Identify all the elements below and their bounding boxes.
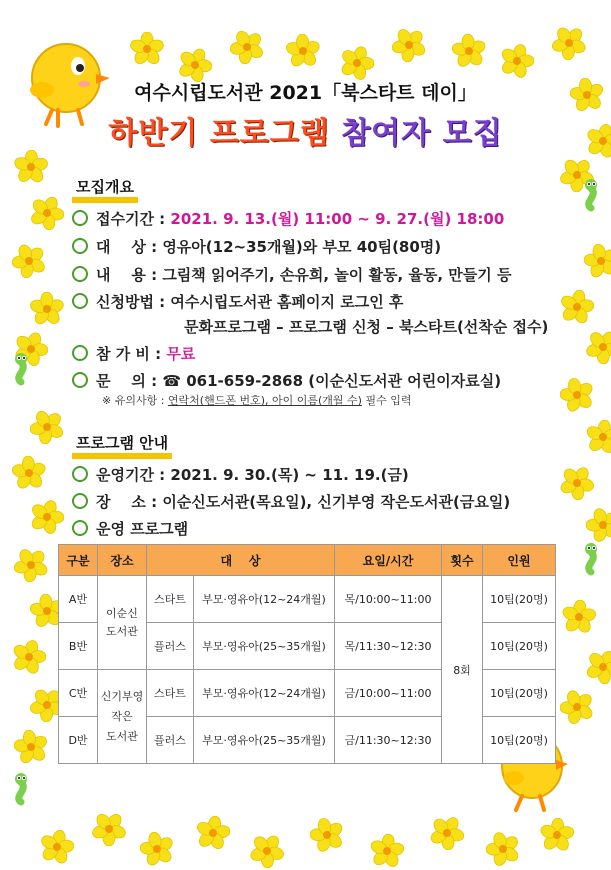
guide-program-row (72, 518, 188, 539)
cell-target: 부모·영유아(12~24개월) (194, 670, 335, 717)
flower-icon (560, 290, 594, 324)
flower-icon (586, 650, 611, 684)
cell-count: 8회 (442, 576, 483, 764)
flower-icon (560, 690, 594, 724)
flower-icon (560, 466, 594, 500)
recruit-content-row (72, 264, 511, 285)
period-label: 접수기간 : (96, 210, 171, 228)
fee-value: 무료 (166, 345, 196, 363)
bullet-circle-icon (72, 520, 88, 536)
method-label: 신청방법 : (96, 293, 171, 311)
flower-icon (92, 812, 126, 846)
notice-suffix: 필수 입력 (361, 394, 412, 407)
flower-icon (12, 456, 46, 490)
flower-icon (30, 410, 64, 444)
bullet-circle-icon (72, 345, 88, 361)
cell-time: 목/10:00~11:00 (335, 576, 442, 623)
cell-people: 10팀(20명) (483, 717, 556, 764)
flower-icon (370, 834, 404, 868)
flower-icon (500, 44, 534, 78)
cell-time: 금/10:00~11:00 (335, 670, 442, 717)
flower-icon (562, 600, 596, 634)
op-period-label: 운영기간 : (96, 466, 171, 484)
cell-people: 10팀(20명) (483, 623, 556, 670)
recruit-fee-row (72, 343, 195, 364)
guide-period-row (72, 464, 409, 485)
cell-time: 금/11:30~12:30 (335, 717, 442, 764)
cell-type: 플러스 (147, 717, 194, 764)
flower-icon (584, 244, 611, 278)
bullet-circle-icon (72, 210, 88, 226)
flower-icon (560, 378, 594, 412)
flower-icon (14, 150, 48, 184)
org-title: 여수시립도서관 2021「북스타트 데이」 (134, 82, 477, 104)
flower-icon (178, 48, 212, 82)
cell-class: C반 (59, 670, 98, 717)
table-row (59, 576, 556, 623)
flower-icon (14, 548, 48, 582)
flower-icon (40, 830, 74, 864)
header-time: 요일/시간 (335, 545, 442, 576)
place-value: 이순신도서관(목요일), 신기부영 작은도서관(금요일) (162, 493, 511, 511)
recruit-period-row (72, 208, 504, 229)
cell-type: 스타트 (147, 670, 194, 717)
flower-icon (392, 28, 426, 62)
flower-icon (30, 196, 64, 230)
recruit-target-row (72, 236, 441, 257)
flower-icon (340, 46, 374, 80)
method-value-line2: 문화프로그램 – 프로그램 신청 – 북스타트(선착순 접수) (184, 318, 549, 336)
flower-icon (286, 34, 320, 68)
worm-icon-right-upper (580, 178, 602, 212)
flower-icon (140, 832, 174, 866)
flower-icon (430, 816, 464, 850)
recruit-method-row (72, 291, 403, 312)
flower-icon (30, 292, 64, 326)
notice-prefix: ※ 유의사항 : (102, 394, 168, 407)
cell-people: 10팀(20명) (483, 670, 556, 717)
period-value: 2021. 9. 13.(월) 11:00 ~ 9. 27.(월) 18:00 (170, 210, 505, 228)
headline-part1: 하반기 프로그램 (108, 116, 330, 151)
flower-icon (310, 818, 344, 852)
flower-icon (552, 26, 586, 60)
cell-target: 부모·영유아(25~35개월) (194, 717, 335, 764)
header-target: 대 상 (147, 545, 335, 576)
cell-place: 이순신 도서관 (98, 576, 147, 670)
program-label: 운영 프로그램 (96, 520, 189, 538)
target-value: 영유아(12~35개월)와 부모 40팀(80명) (162, 238, 442, 256)
op-period-value: 2021. 9. 30.(목) ~ 11. 19.(금) (170, 466, 409, 484)
cell-class: A반 (59, 576, 98, 623)
flower-icon (30, 500, 64, 534)
cell-place: 신기부영 작은 도서관 (98, 670, 147, 764)
flower-icon (250, 834, 284, 868)
flower-icon (452, 34, 486, 68)
cell-class: D반 (59, 717, 98, 764)
flower-icon (230, 30, 264, 64)
content-value: 그림책 읽어주기, 손유희, 놀이 활동, 율동, 만들기 등 (162, 266, 512, 284)
flower-icon (486, 832, 520, 866)
header-count: 횟수 (442, 545, 483, 576)
flower-icon (586, 420, 611, 454)
guide-section-title: 프로그램 안내 (72, 434, 172, 459)
bullet-circle-icon (72, 238, 88, 254)
cell-type: 플러스 (147, 623, 194, 670)
worm-icon-left-upper (10, 352, 32, 386)
contact-value: ☎ 061-659-2868 (이순신도서관 어린이자료실) (162, 372, 502, 390)
table-header-row (59, 545, 556, 576)
cell-time: 목/11:30~12:30 (335, 623, 442, 670)
worm-icon-right-lower (580, 542, 602, 576)
cell-people: 10팀(20명) (483, 576, 556, 623)
worm-icon-left-lower (10, 772, 32, 806)
flower-icon (12, 640, 46, 674)
header-place: 장소 (98, 545, 147, 576)
header-people: 인원 (483, 545, 556, 576)
content-label: 내 용 : (96, 266, 163, 284)
flower-icon (196, 816, 230, 850)
contact-label: 문 의 : (96, 372, 163, 390)
bullet-circle-icon (72, 266, 88, 282)
recruit-section-title: 모집개요 (72, 178, 138, 203)
bullet-circle-icon (72, 293, 88, 309)
fee-label: 참 가 비 : (96, 345, 167, 363)
program-table (58, 544, 556, 764)
flower-icon (586, 508, 611, 542)
cell-type: 스타트 (147, 576, 194, 623)
flower-icon (586, 330, 611, 364)
cell-target: 부모·영유아(25~35개월) (194, 623, 335, 670)
recruit-contact-row (72, 370, 501, 391)
headline-part2: 참여자 모집 (341, 116, 503, 151)
header-class: 구분 (59, 545, 98, 576)
bullet-circle-icon (72, 466, 88, 482)
notice (102, 392, 411, 408)
cell-target: 부모·영유아(12~24개월) (194, 576, 335, 623)
place-label: 장 소 : (96, 493, 163, 511)
flower-icon (540, 818, 574, 852)
method-value: 여수시립도서관 홈페이지 로그인 후 (170, 293, 404, 311)
cell-class: B반 (59, 623, 98, 670)
target-label: 대 상 : (96, 238, 163, 256)
flower-icon (12, 244, 46, 278)
flower-icon (14, 730, 48, 764)
bullet-circle-icon (72, 372, 88, 388)
headline (0, 108, 611, 152)
bullet-circle-icon (72, 493, 88, 509)
notice-underlined: 연락처(핸드폰 번호), 아이 이름(개월 수) (167, 394, 362, 407)
flower-icon (130, 32, 164, 66)
guide-place-row (72, 491, 510, 512)
